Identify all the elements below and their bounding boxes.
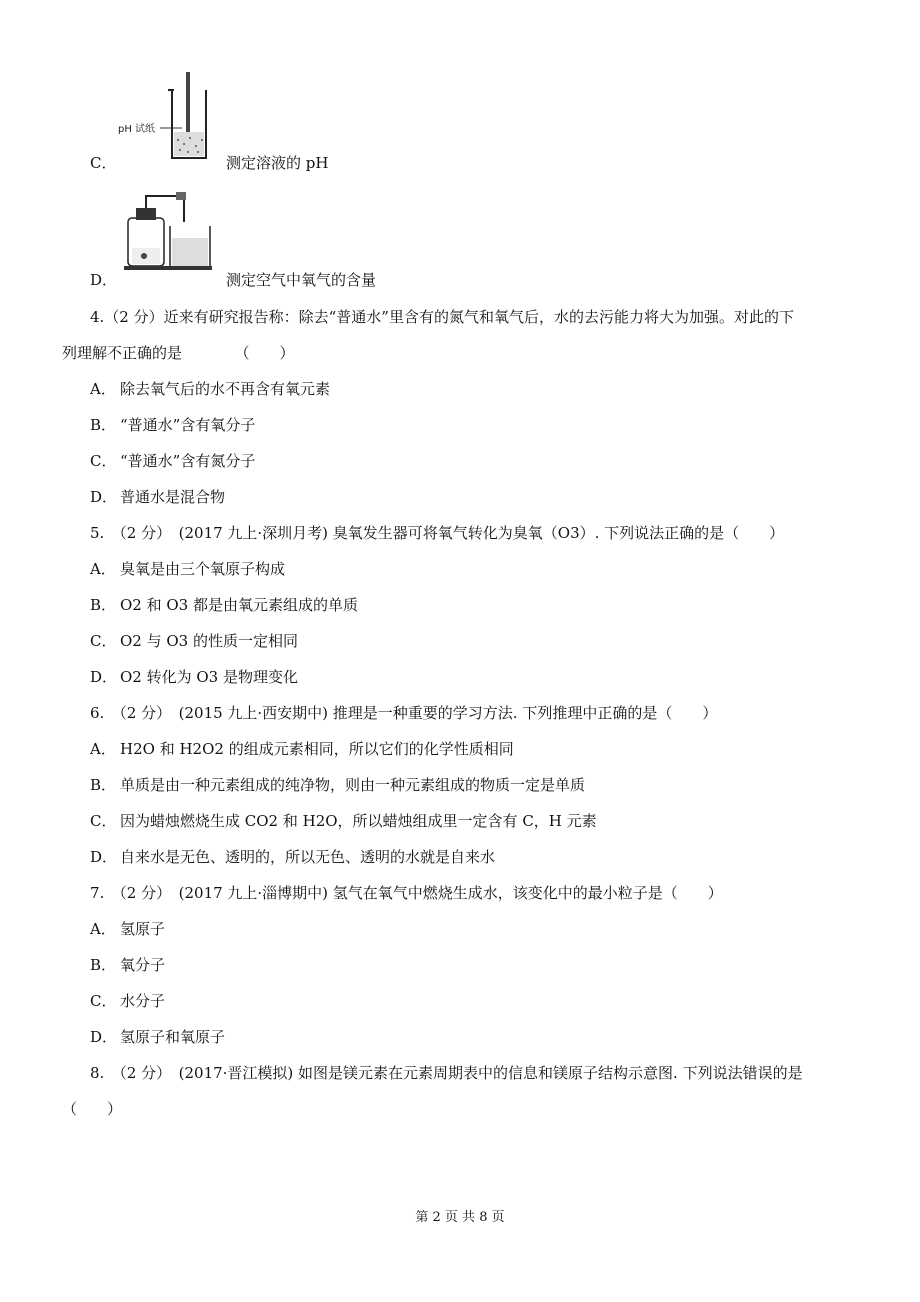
ph-test-figure bbox=[118, 70, 210, 162]
question-5-line1: 5. （2 分） (2017 九上·深圳月考) 臭氧发生器可将氧气转化为臭氧（O3）. 下列说法正确的是（ ） bbox=[90, 524, 785, 542]
question-6-option-a: A． H2O 和 H2O2 的组成元素相同，所以它们的化学性质相同 bbox=[90, 740, 514, 758]
question-6-option-c: C． 因为蜡烛燃烧生成 CO2 和 H2O，所以蜡烛组成里一定含有 C，H 元素 bbox=[90, 812, 597, 830]
question-6-line1: 6. （2 分） (2015 九上·西安期中) 推理是一种重要的学习方法. 下列推理中正确的是（ ） bbox=[90, 704, 718, 722]
question-8-line1: 8. （2 分） (2017·晋江模拟) 如图是镁元素在元素周期表中的信息和镁原子结构示意图. 下列说法错误的是 bbox=[90, 1064, 803, 1082]
oxygen-content-apparatus-figure bbox=[124, 186, 214, 276]
option-d-prev-text: 测定空气中氧气的含量 bbox=[226, 271, 377, 289]
question-6-option-d: D． 自来水是无色、透明的，所以无色、透明的水就是自来水 bbox=[90, 848, 496, 866]
question-5-option-a: A． 臭氧是由三个氧原子构成 bbox=[90, 560, 286, 578]
question-7-option-b: B． 氧分子 bbox=[90, 956, 166, 974]
question-5-option-d: D． O2 转化为 O3 是物理变化 bbox=[90, 668, 298, 686]
page-footer: 第 2 页 共 8 页 bbox=[415, 1210, 505, 1225]
question-4-option-b: B． “普通水”含有氧分子 bbox=[90, 416, 256, 434]
question-7-option-c: C． 水分子 bbox=[90, 992, 166, 1010]
question-4-option-d: D． 普通水是混合物 bbox=[90, 488, 226, 506]
option-c-prev: C． bbox=[90, 154, 117, 172]
question-4-line2: 列理解不正确的是 （ ） bbox=[62, 344, 295, 362]
question-7-line1: 7. （2 分） (2017 九上·淄博期中) 氢气在氧气中燃烧生成水，该变化中的最小粒子是（ ） bbox=[90, 884, 723, 902]
question-6-option-b: B． 单质是由一种元素组成的纯净物，则由一种元素组成的物质一定是单质 bbox=[90, 776, 586, 794]
question-4-line1: 4.（2 分）近来有研究报告称：除去“普通水”里含有的氮气和氧气后，水的去污能力将大为加强。对此的下 bbox=[90, 308, 794, 326]
question-4-option-c: C． “普通水”含有氮分子 bbox=[90, 452, 256, 470]
question-5-option-b: B． O2 和 O3 都是由氧元素组成的单质 bbox=[90, 596, 358, 614]
question-4-option-a: A． 除去氧气后的水不再含有氧元素 bbox=[90, 380, 331, 398]
option-d-prev: D． bbox=[90, 271, 118, 289]
option-c-prev-text: 测定溶液的 pH bbox=[226, 154, 329, 172]
question-5-option-c: C． O2 与 O3 的性质一定相同 bbox=[90, 632, 298, 650]
question-7-option-d: D． 氢原子和氧原子 bbox=[90, 1028, 226, 1046]
ph-paper-label: pH 试纸 bbox=[118, 124, 156, 135]
question-8-line2: （ ） bbox=[62, 1100, 123, 1118]
question-7-option-a: A． 氢原子 bbox=[90, 920, 166, 938]
